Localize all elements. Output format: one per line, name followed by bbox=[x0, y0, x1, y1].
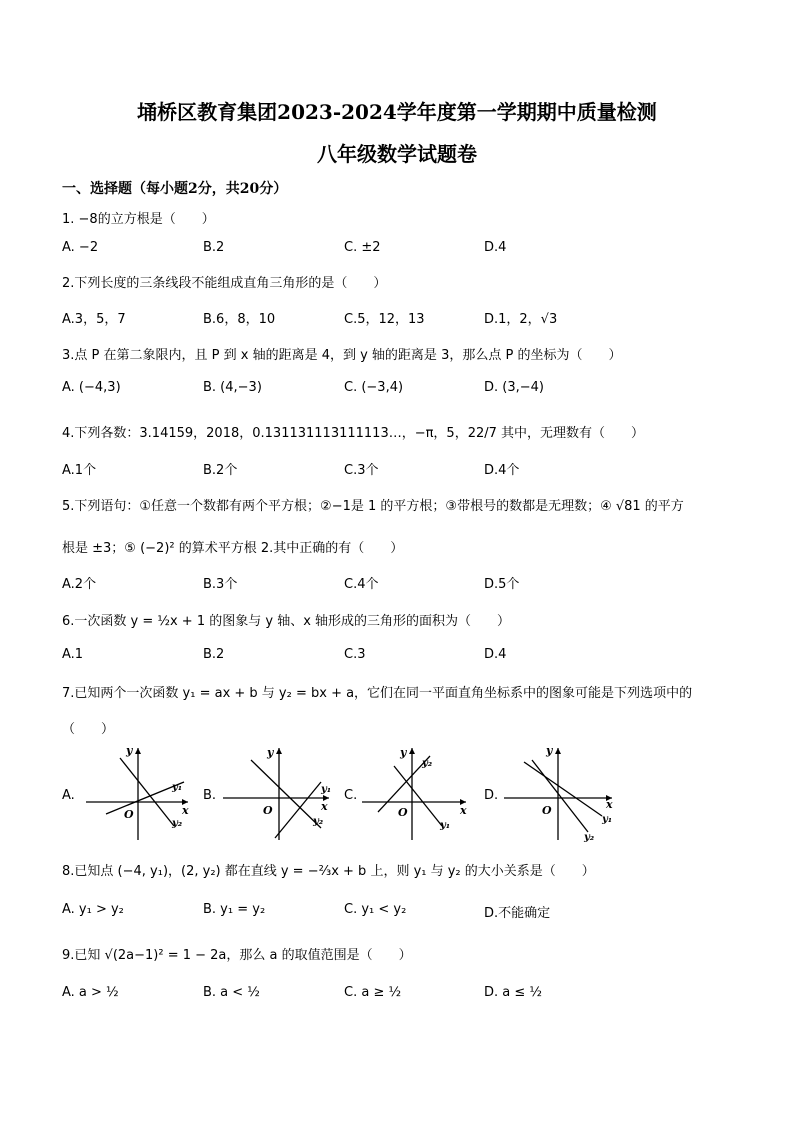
option-a: A.1 bbox=[62, 647, 84, 662]
graph-option-d bbox=[484, 742, 614, 842]
option-c: C. a ≥ ½ bbox=[344, 985, 402, 1000]
option-c: C.5，12，13 bbox=[344, 312, 425, 327]
svg-text:y₁: y₁ bbox=[172, 782, 183, 793]
option-c: C.4个 bbox=[344, 577, 379, 592]
question-1-options bbox=[62, 240, 762, 266]
option-d: D. bbox=[484, 788, 499, 803]
graph-option-b bbox=[203, 742, 333, 842]
option-d: D.4个 bbox=[484, 463, 520, 478]
option-a: A. y₁ > y₂ bbox=[62, 902, 124, 917]
question-2: 2.下列长度的三条线段不能组成直角三角形的是（ ） bbox=[62, 276, 387, 291]
svg-text:x: x bbox=[321, 800, 328, 813]
svg-text:y₁: y₁ bbox=[440, 820, 451, 831]
section-heading: 一、选择题（每小题2分，共20分） bbox=[62, 181, 288, 197]
question-4: 4.下列各数：3.14159，2018，0.131131113111113…，−π，5，22/7 其中，无理数有（ ） bbox=[62, 426, 645, 441]
option-c: C. bbox=[344, 788, 358, 803]
option-b: B.2 bbox=[203, 647, 225, 662]
question-5: 5.下列语句：①任意一个数都有两个平方根；②−1是 1 的平方根；③带根号的数都是无理数；④ √81 的平方 bbox=[62, 499, 684, 514]
question-8-options bbox=[62, 902, 762, 928]
option-b: B.2 bbox=[203, 240, 225, 255]
option-b: B.2个 bbox=[203, 463, 238, 478]
svg-text:y: y bbox=[126, 744, 133, 757]
question-6-options bbox=[62, 647, 762, 673]
question-8: 8.已知点 (−4, y₁)，(2, y₂) 都在直线 y = −⅔x + b 上，则 y₁ 与 y₂ 的大小关系是（ ） bbox=[62, 864, 595, 879]
graph-a-icon bbox=[76, 742, 192, 842]
graph-b-icon bbox=[217, 742, 333, 842]
svg-text:y₁: y₁ bbox=[602, 814, 613, 825]
option-d: D. a ≤ ½ bbox=[484, 985, 542, 1000]
option-b: B.6，8，10 bbox=[203, 312, 276, 327]
svg-text:y₂: y₂ bbox=[172, 818, 183, 829]
svg-text:y: y bbox=[546, 744, 553, 757]
graph-d-icon bbox=[498, 742, 614, 842]
option-b: B.3个 bbox=[203, 577, 238, 592]
svg-text:y₂: y₂ bbox=[422, 758, 433, 769]
option-a: A.3，5，7 bbox=[62, 312, 126, 327]
question-7-line2: （ ） bbox=[62, 722, 115, 737]
option-a: A. bbox=[62, 788, 75, 803]
option-d: D.4 bbox=[484, 240, 507, 255]
svg-text:O: O bbox=[542, 804, 552, 817]
svg-text:y₁: y₁ bbox=[321, 784, 332, 795]
question-7-graphs bbox=[62, 742, 622, 842]
option-a: A. (−4,3) bbox=[62, 380, 121, 395]
question-4-options bbox=[62, 459, 762, 485]
svg-text:y₂: y₂ bbox=[313, 816, 324, 827]
svg-text:O: O bbox=[263, 804, 273, 817]
option-b: B. a < ½ bbox=[203, 985, 260, 1000]
option-c: C. y₁ < y₂ bbox=[344, 902, 407, 917]
option-c: C.3 bbox=[344, 647, 366, 662]
svg-text:x: x bbox=[606, 798, 613, 811]
option-b: B. y₁ = y₂ bbox=[203, 902, 266, 917]
option-c: C. ±2 bbox=[344, 240, 381, 255]
graph-c-icon bbox=[358, 742, 474, 842]
option-a: A. −2 bbox=[62, 240, 99, 255]
svg-text:O: O bbox=[398, 806, 408, 819]
question-9: 9.已知 √(2a−1)² = 1 − 2a，那么 a 的取值范围是（ ） bbox=[62, 948, 412, 963]
graph-option-c bbox=[344, 742, 474, 842]
option-d: D.1，2，√3 bbox=[484, 312, 558, 327]
svg-text:y: y bbox=[267, 746, 274, 759]
svg-text:x: x bbox=[182, 804, 189, 817]
question-5-options bbox=[62, 573, 762, 599]
option-a: A. a > ½ bbox=[62, 985, 119, 1000]
option-c: C.3个 bbox=[344, 463, 379, 478]
option-d: D.不能确定 bbox=[484, 906, 551, 921]
question-7: 7.已知两个一次函数 y₁ = ax + b 与 y₂ = bx + a，它们在同一平面直角坐标系中的图象可能是下列选项中的 bbox=[62, 686, 693, 701]
question-2-options bbox=[62, 308, 762, 334]
graph-option-a bbox=[62, 742, 192, 842]
question-6: 6.一次函数 y = ½x + 1 的图象与 y 轴、x 轴形成的三角形的面积为（ ） bbox=[62, 614, 511, 629]
option-d: D.5个 bbox=[484, 577, 520, 592]
option-b: B. bbox=[203, 788, 217, 803]
exam-subtitle: 八年级数学试题卷 bbox=[317, 142, 477, 166]
option-d: D.4 bbox=[484, 647, 507, 662]
option-d: D. (3,−4) bbox=[484, 380, 544, 395]
svg-text:O: O bbox=[124, 808, 134, 821]
question-9-options bbox=[62, 985, 762, 1011]
option-a: A.1个 bbox=[62, 463, 97, 478]
svg-text:y₂: y₂ bbox=[584, 832, 595, 842]
exam-title: 埇桥区教育集团2023-2024学年度第一学期期中质量检测 bbox=[137, 100, 657, 124]
question-3-options bbox=[62, 380, 762, 406]
svg-text:x: x bbox=[460, 804, 467, 817]
option-c: C. (−3,4) bbox=[344, 380, 404, 395]
option-b: B. (4,−3) bbox=[203, 380, 262, 395]
question-3: 3.点 P 在第二象限内，且 P 到 x 轴的距离是 4，到 y 轴的距离是 3，那么点 P 的坐标为（ ） bbox=[62, 348, 622, 363]
question-1: 1. −8的立方根是（ ） bbox=[62, 212, 215, 227]
question-5-line2: 根是 ±3；⑤ (−2)² 的算术平方根 2.其中正确的有（ ） bbox=[62, 541, 404, 556]
option-a: A.2个 bbox=[62, 577, 97, 592]
svg-text:y: y bbox=[400, 746, 407, 759]
